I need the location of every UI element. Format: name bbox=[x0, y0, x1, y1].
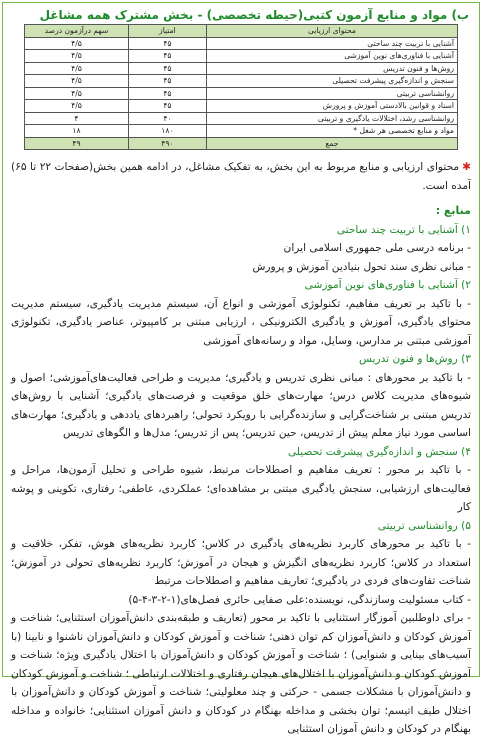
source-item: - مبانی نظری سند تحول بنیادین آموزش و پرورش bbox=[252, 260, 471, 273]
source-item: - با تاکید بر تعریف مفاهیم، تکنولوژی آموزشی و انواع آن، سیستم مدیریت یادگیری، سیستم مدیریت محتوای یادگیری، آموزش و یادگیری الکترونیکی ، ارزیابی مبتنی بر کامپیوتر، عناصر یادگیری، تکنولوژی آموزشی مبتنی بر مدارس، وسایل، مواد و رسانه‌های آموزشی bbox=[11, 297, 471, 347]
cell-area: اسناد و قوانین بالادستی آموزش و پرورش bbox=[206, 100, 457, 113]
note-paragraph bbox=[3, 150, 479, 196]
sources-section bbox=[3, 196, 479, 739]
table-row bbox=[25, 125, 458, 138]
table-row bbox=[25, 112, 458, 125]
header-area: محتوای ارزیابی bbox=[206, 25, 457, 38]
cell-percent: ۴/۵ bbox=[25, 37, 129, 50]
total-percent: ۴۹ bbox=[25, 137, 129, 150]
table-row bbox=[25, 75, 458, 88]
cell-area: روانشناسی تربیتی bbox=[206, 87, 457, 100]
cell-area: مواد و منابع تخصصی هر شغل * bbox=[206, 125, 457, 138]
source-item: - با تاکید بر محورهای : مبانی نظری تدریس و یادگیری؛ مدیریت و طراحی فعالیت‌های‌آموزشی؛ اصول و شیوه‌های مدیریت کلاس درس؛ مهارت‌های خلق موقعیت و فرصت‌های یادگیری؛ آشنایی با روش‌های تدریس مبتنی بر شناخت‌گرایی و سازنده‌گرایی با رویکرد تحولی؛ راهبردهای یاددهی و یادگیری؛ مهارت‌های اساسی مورد نیاز معلم پیش از تدریس، حین تدریس؛ پس از تدریس؛ مدل‌ها و الگوهای تدریس bbox=[11, 371, 471, 439]
sources-title: منابع : bbox=[435, 204, 471, 217]
cell-percent: ۴/۵ bbox=[25, 50, 129, 63]
table-row bbox=[25, 100, 458, 113]
cell-score: ۱۸۰ bbox=[128, 125, 206, 138]
asterisk-icon: ✱ bbox=[462, 161, 471, 173]
cell-score: ۴۵ bbox=[128, 62, 206, 75]
cell-area: آشنایی با تربیت چند ساحتی bbox=[206, 37, 457, 50]
cell-area: روانشناسی رشد، اختلالات یادگیری و تربیتی bbox=[206, 112, 457, 125]
cell-percent: ۴/۵ bbox=[25, 100, 129, 113]
source-section-title: ۳) روش‌ها و فنون تدریس bbox=[359, 353, 471, 365]
source-section-title: ۴) سنجش و اندازه‌گیری پیشرفت تحصیلی bbox=[287, 445, 471, 458]
cell-score: ۴۵ bbox=[128, 87, 206, 100]
table-row bbox=[25, 50, 458, 63]
cell-percent: ۴ bbox=[25, 112, 129, 125]
note-text: محتوای ارزیابی و منابع مربوط به این بخش، به تفکیک مشاغل، در ادامه همین بخش(صفحات ۲۲ تا ۶۵) آمده است. bbox=[11, 161, 471, 192]
table-header-row bbox=[25, 25, 458, 38]
cell-area: آشنایی با فناوری‌های نوین آموزشی bbox=[206, 50, 457, 63]
source-item: - با تاکید بر محورهای کاربرد نظریه‌های یادگیری در کلاس؛ کاربرد نظریه‌های هوش، تفکر، خلاقیت و استعداد در کلاس؛ کاربرد نظریه‌های انگیزش و هیجان در آموزش؛ کاربرد نظریه‌های تحولی در آموزش؛ شناخت تفاوت‌های فردی در یادگیری؛ تعاریف مفاهیم و اصطلاحات مرتبط bbox=[11, 538, 471, 587]
source-section-title: ۵) روانشناسی تربیتی bbox=[377, 519, 471, 532]
table-total-row bbox=[25, 137, 458, 150]
total-label: جمع bbox=[206, 137, 457, 150]
sources-list bbox=[11, 221, 471, 739]
cell-percent: ۴/۵ bbox=[25, 75, 129, 88]
total-score: ۴۹۰ bbox=[128, 137, 206, 150]
cell-area: سنجش و اندازه‌گیری پیشرفت تحصیلی bbox=[206, 75, 457, 88]
source-item: - برنامه درسی ملی جمهوری اسلامی ایران bbox=[283, 242, 471, 254]
exam-content-table bbox=[24, 24, 458, 150]
source-item: - برای داوطلبین آموزگار استثنایی با تاکید بر محور (تعاریف و طبقه‌بندی دانش‌آموزان استثنایی؛ شناخت و آموزش کودکان و دانش‌آموزان کم توان ذهنی؛ شناخت و آموزش کودکان و دانش‌آموزان ناشنوا و نابینا (با آسیب‌های بینایی و شنوایی) ؛ شناخت و آموزش کودکان و دانش‌آموزان با اختلال یادگیری ویژه؛ شناخت و آموزش کودکان و دانش‌آموزان با اختلال‌های هیجان رفتاری و اختلالات ارتباطی ؛ شناخت و آموزش کودکان و دانش‌آموزان با مشکلات جسمی - حرکتی و چند معلولیتی؛ شناخت و آموزش کودکان و دانش‌آموزان با اختلال طیف اتیسم؛ توان بخشی و مداخله بهنگام در کودکان و دانش آموزان استثنایی؛ خانواده و مداخله بهنگام در کودکان و دانش آموزان استثنایی bbox=[11, 612, 471, 735]
source-item: - با تاکید بر محور : تعریف مفاهیم و اصطلاحات مرتبط، شیوه طراحی و تحلیل آزمون‌ها، مراحل و فعالیت‌های ارزشیابی، سنجش یادگیری مبتنی بر مشاهده‌ای؛ عملکردی، عاطفی؛ رفتاری، تکوینی و پوشه کار bbox=[11, 464, 471, 513]
header-percent: سهم درآزمون درصد bbox=[25, 25, 129, 38]
cell-score: ۴۵ bbox=[128, 37, 206, 50]
header-score: امتیاز bbox=[128, 25, 206, 38]
cell-area: روش‌ها و فنون تدریس bbox=[206, 62, 457, 75]
section-heading: ب) مواد و منابع آزمون کتبی(حیطه تخصصی) - بخش مشترک همه مشاغل bbox=[39, 8, 469, 22]
table-row bbox=[25, 87, 458, 100]
cell-percent: ۴/۵ bbox=[25, 87, 129, 100]
source-section-title: ۲) آشنایی با فناوری‌های نوین آموزشی bbox=[304, 279, 471, 291]
cell-score: ۴۵ bbox=[128, 75, 206, 88]
table-row bbox=[25, 37, 458, 50]
cell-percent: ۱۸ bbox=[25, 125, 129, 138]
source-item: - کتاب مسئولیت وسازندگی، نویسنده:علی صفایی حائری فصل‌های(۱-۲-۳-۴-۵) bbox=[128, 593, 471, 606]
cell-score: ۴۵ bbox=[128, 100, 206, 113]
cell-score: ۴۵ bbox=[128, 50, 206, 63]
document-page bbox=[2, 2, 480, 735]
cell-score: ۴۰ bbox=[128, 112, 206, 125]
table-row bbox=[25, 62, 458, 75]
cell-percent: ۴/۵ bbox=[25, 62, 129, 75]
source-section-title: ۱) آشنایی با تربیت چند ساحتی bbox=[336, 223, 471, 236]
